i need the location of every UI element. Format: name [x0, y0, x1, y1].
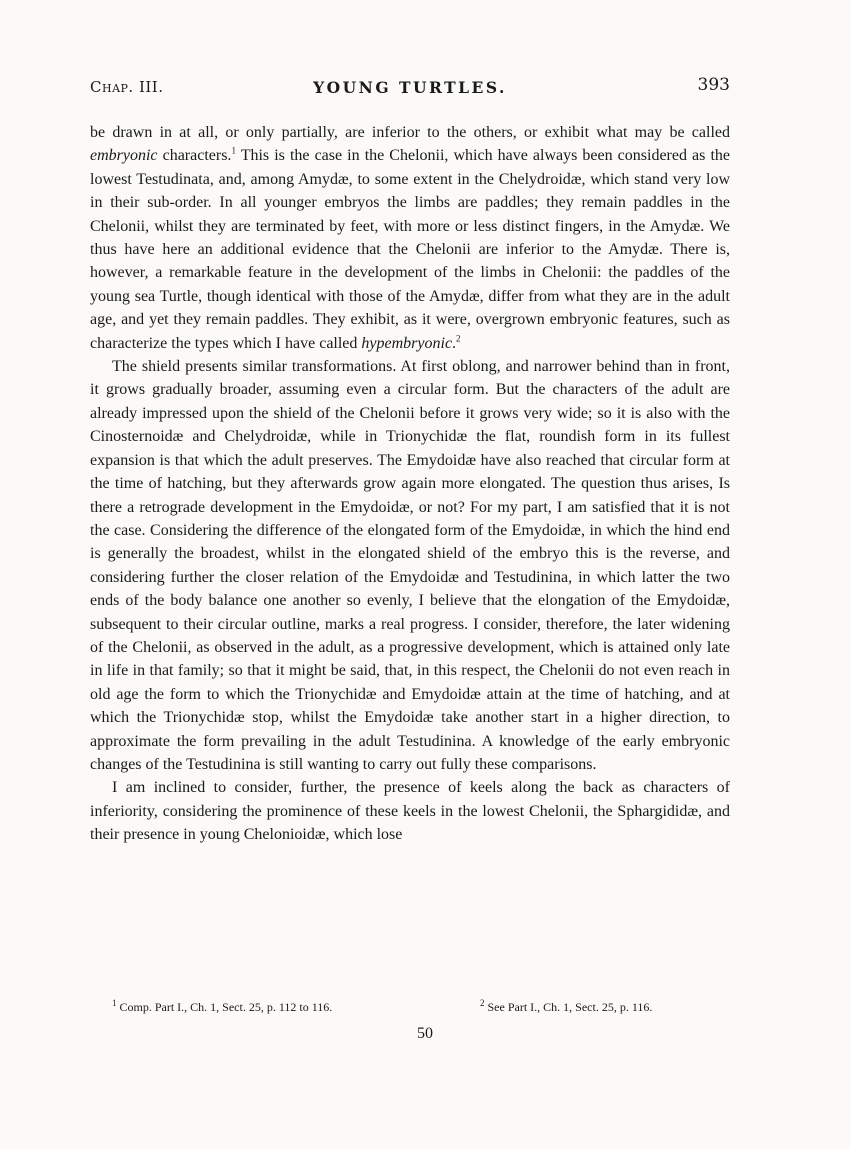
footnote-text: See Part I., Ch. 1, Sect. 25, p. 116. — [487, 1000, 653, 1014]
body-text — [90, 121, 730, 847]
text-run: characters. — [157, 147, 232, 165]
paragraph — [90, 121, 730, 355]
footnote-1 — [112, 1000, 332, 1015]
footnotes — [90, 1000, 730, 1022]
footnote-ref: 1 — [231, 146, 236, 157]
text-run: . — [452, 334, 457, 352]
chapter-label: Chap. III. — [90, 78, 164, 96]
signature-mark: 50 — [417, 1025, 433, 1042]
page-number: 393 — [697, 75, 730, 95]
running-header — [90, 75, 730, 102]
text-run: I am inclined to consider, further, the presence of keels along the back as characters of inferiority, considering the prominence of these keels in the lowest Chelonii, the Sphargididæ, and their presence in young Chelonioidæ, which lose — [90, 779, 730, 844]
footnote-ref: 2 — [456, 333, 461, 344]
footnote-text: Comp. Part I., Ch. 1, Sect. 25, p. 112 to 116. — [119, 1000, 333, 1014]
footnote-mark: 1 — [112, 998, 117, 1008]
text-run: This is the case in the Chelonii, which have always been considered as the lowest Testudinata, and, among Amydæ, to some extent in the Chelydroidæ, which stand very low in their sub-order. In all younger embryos the limbs are paddles; they remain paddles in the Chelonii, whilst they are terminated by feet, with more or less distinct fingers, in the Amydæ. We thus have here an additional evidence that the Chelonii are inferior to the Amydæ. There is, however, a remarkable feature in the development of the limbs in Chelonii: the paddles of the young sea Turtle, though identical with those of the Amydæ, differ from what they are in the adult age, and yet they remain paddles. They exhibit, as it were, overgrown embryonic features, such as characterize the types which I have called — [90, 147, 730, 352]
text-run: The shield presents similar transformations. At first oblong, and narrower behind than in front, it grows gradually broader, assuming even a circular form. But the characters of the adult are already impressed upon the shield of the Chelonii before it grows very wide; so it is also with the Cinosternoidæ and Chelydroidæ, while in Trionychidæ the flat, roundish form in its fullest expansion is that which the adult preserves. The Emydoidæ have also reached that circular form at the time of hatching, but they afterwards grow again more elongated. The question thus arises, Is there a retrograde development in the Emydoidæ, or not? For my part, I am satisfied that it is not the case. Considering the difference of the elongated form of the Emydoidæ, in which the hind end is generally the broadest, whilst in the elongated shield of the embryo this is the reverse, and considering further the closer relation of the Emydoidæ and Testudinina, in which latter the two ends of the body balance one another so evenly, I believe that the elongation of the Emydoidæ, subsequent to their circular outline, marks a real progress. I consider, therefore, the later widening of the Chelonii, as observed in the adult, as a progressive development, which is attained only late in life in that family; so that it might be said, that, in this respect, the Chelonii do not even reach in old age the form to which the Trionychidæ and Emydoidæ attain at the time of hatching, and at which the Trionychidæ stop, whilst the Emydoidæ take another start in a higher direction, to approximate the form prevailing in the adult Testudinina. A knowledge of the early embryonic changes of the Testudinina is still wanting to carry out fully these comparisons. — [90, 358, 730, 773]
paragraph — [90, 776, 730, 846]
footnote-mark: 2 — [480, 998, 485, 1008]
text-run: hypembryonic — [361, 334, 453, 352]
footnote-2 — [480, 1000, 652, 1015]
text-run: be drawn in at all, or only partially, are inferior to the others, or exhibit what may be called — [90, 124, 730, 141]
text-run: embryonic — [90, 147, 158, 165]
running-title: YOUNG TURTLES. — [313, 78, 507, 97]
paragraph — [90, 355, 730, 776]
